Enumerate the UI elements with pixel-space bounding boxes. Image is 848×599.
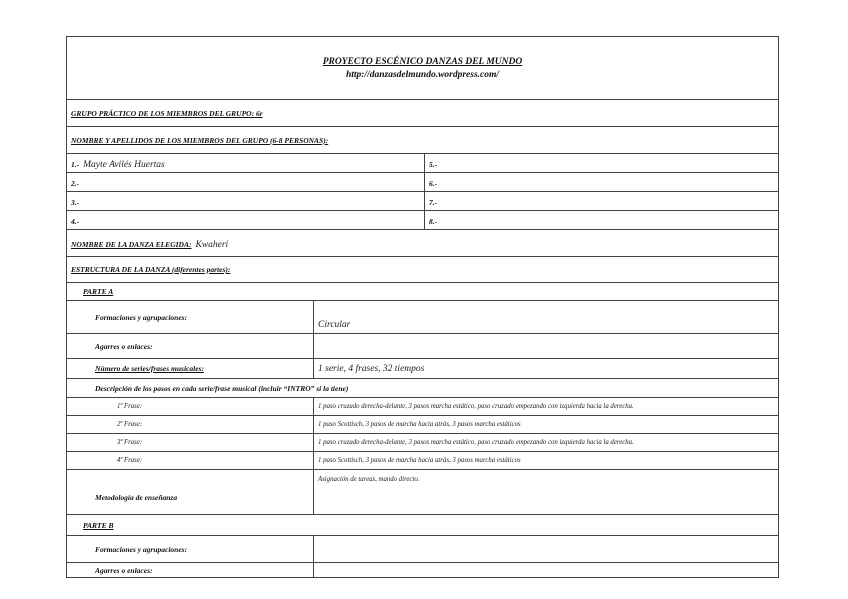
member-1-name: Mayte Avilés Huertas bbox=[83, 160, 165, 170]
part-b-agarres-label: Agarres o enlaces: bbox=[67, 563, 314, 578]
form-page bbox=[66, 36, 778, 578]
frase-1-value[interactable]: 1 paso cruzado derecha-delante, 3 pasos marcha estático, paso cruzado empezando con izquierda hacia la derecha. bbox=[314, 398, 779, 416]
dance-name-label: NOMBRE DE LA DANZA ELEGIDA: bbox=[71, 240, 192, 249]
title-cell bbox=[67, 37, 779, 100]
members-label: NOMBRE Y APELLIDOS DE LOS MIEMBROS DEL GRUPO (6-8 PERSONAS): bbox=[67, 127, 779, 154]
frase-3-value[interactable]: 1 paso cruzado derecha-delante, 3 pasos marcha estático, paso cruzado empezando con izquierda hacia la derecha. bbox=[314, 434, 779, 452]
part-a-agarres-label: Agarres o enlaces: bbox=[67, 334, 314, 359]
part-a-agarres-value[interactable] bbox=[314, 334, 779, 359]
part-b-formaciones-value[interactable] bbox=[314, 536, 779, 563]
part-b-agarres-value[interactable] bbox=[314, 563, 779, 578]
member-3-cell[interactable]: 3.- bbox=[67, 192, 425, 211]
part-a-series-label: Número de series/frases musicales: bbox=[67, 359, 314, 379]
frase-3-label: 3ª Frase: bbox=[67, 434, 314, 452]
member-7-cell[interactable]: 7.- bbox=[425, 192, 779, 211]
part-a-metodologia-value[interactable]: Asignación de tareas, mando directo. bbox=[314, 470, 779, 515]
frase-4-value[interactable]: 1 paso Scottisch, 3 pasos de marcha hacia atrás, 3 pasos marcha estáticos bbox=[314, 452, 779, 470]
member-1-cell[interactable]: 1.- Mayte Avilés Huertas bbox=[67, 154, 425, 173]
project-form-table bbox=[66, 36, 779, 578]
part-a-series-value[interactable]: 1 serie, 4 frases, 32 tiempos bbox=[314, 359, 779, 379]
member-5-cell[interactable]: 5.- bbox=[425, 154, 779, 173]
part-a-formaciones-label: Formaciones y agrupaciones: bbox=[67, 301, 314, 334]
part-a-title: PARTE A bbox=[67, 283, 779, 301]
structure-label: ESTRUCTURA DE LA DANZA (diferentes partes): bbox=[67, 257, 779, 283]
member-6-cell[interactable]: 6.- bbox=[425, 173, 779, 192]
part-a-formaciones-value[interactable]: Circular bbox=[314, 301, 779, 334]
part-b-formaciones-label: Formaciones y agrupaciones: bbox=[67, 536, 314, 563]
member-8-cell[interactable]: 8.- bbox=[425, 211, 779, 230]
part-a-descripcion-label: Descripción de los pasos en cada serie/frase musical (incluir “INTRO” si la tiene) bbox=[67, 379, 779, 398]
member-2-cell[interactable]: 2.- bbox=[67, 173, 425, 192]
frase-2-value[interactable]: 1 paso Scottisch, 3 pasos de marcha hacia atrás, 3 pasos marcha estáticos bbox=[314, 416, 779, 434]
frase-4-label: 4ª Frase: bbox=[67, 452, 314, 470]
project-url: http://danzasdelmundo.wordpress.com/ bbox=[345, 69, 500, 80]
part-b-title: PARTE B bbox=[67, 515, 779, 536]
group-label: GRUPO PRÁCTICO DE LOS MIEMBROS DEL GRUPO: 6r bbox=[67, 100, 779, 127]
dance-name-value: Kwaheri bbox=[195, 240, 229, 250]
frase-1-label: 1ª Frase: bbox=[67, 398, 314, 416]
member-4-cell[interactable]: 4.- bbox=[67, 211, 425, 230]
frase-2-label: 2ª Frase: bbox=[67, 416, 314, 434]
part-a-metodologia-label: Metodología de enseñanza bbox=[67, 470, 314, 515]
dance-name-cell[interactable] bbox=[67, 230, 779, 257]
page-title: PROYECTO ESCÉNICO DANZAS DEL MUNDO bbox=[322, 56, 523, 67]
